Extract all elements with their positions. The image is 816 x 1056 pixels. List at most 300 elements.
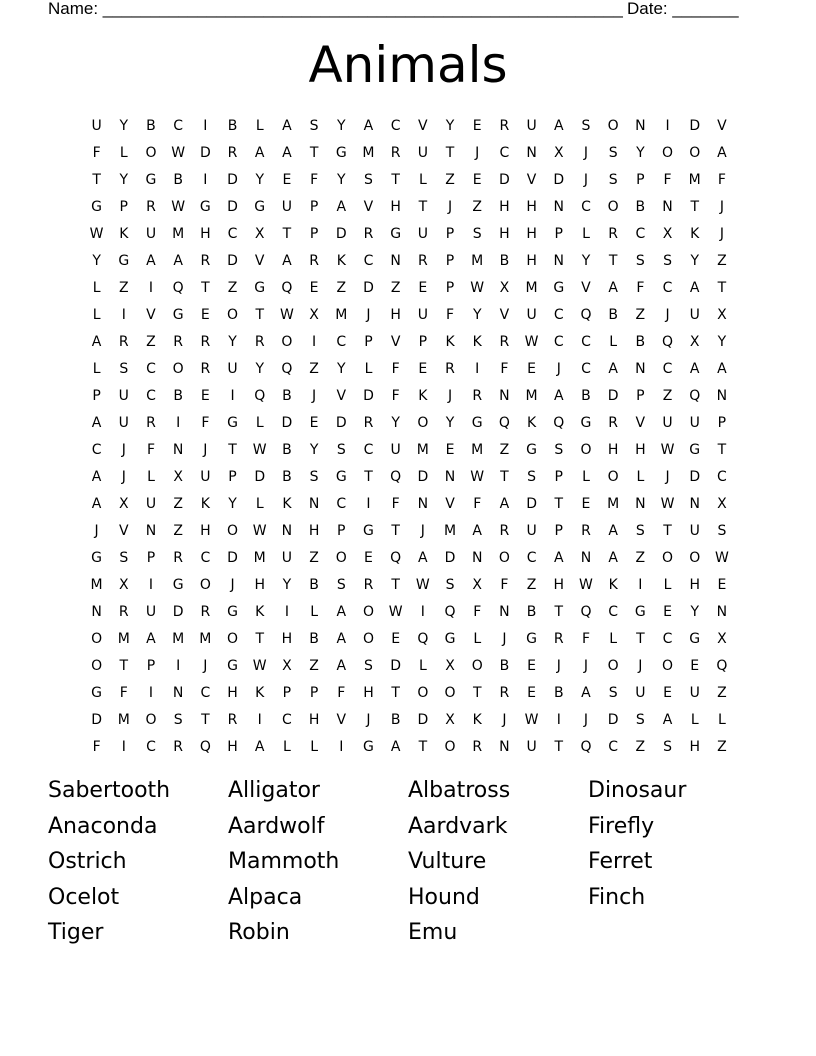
grid-letter: U <box>118 387 129 404</box>
grid-letter: D <box>227 549 238 566</box>
grid-letter: L <box>718 711 726 728</box>
grid-letter: O <box>662 657 674 674</box>
grid-letter: J <box>719 225 724 242</box>
grid-letter: U <box>526 738 537 755</box>
word-list-item: Hound <box>408 884 480 910</box>
grid-letter: N <box>145 522 157 539</box>
grid-letter: D <box>91 711 102 728</box>
grid-letter: C <box>662 630 673 647</box>
grid-letter: U <box>635 684 646 701</box>
grid-letter: U <box>145 495 157 512</box>
grid-letter: K <box>282 495 292 512</box>
grid-letter: X <box>717 630 727 647</box>
grid-letter: P <box>636 387 645 404</box>
grid-letter: S <box>309 117 319 134</box>
grid-letter: K <box>255 684 265 701</box>
grid-letter: P <box>146 549 156 566</box>
grid-letter: R <box>173 549 184 566</box>
grid-letter: S <box>635 522 645 539</box>
grid-letter: J <box>94 522 99 539</box>
grid-letter: B <box>608 306 618 323</box>
grid-letter: S <box>309 468 319 485</box>
grid-letter: N <box>308 495 320 512</box>
grid-letter: X <box>553 144 564 161</box>
grid-letter: O <box>281 333 293 350</box>
grid-letter: F <box>446 306 455 323</box>
grid-letter: E <box>309 414 319 431</box>
grid-letter: S <box>663 252 672 269</box>
grid-letter: T <box>472 684 482 701</box>
grid-letter: J <box>556 657 561 674</box>
grid-letter: U <box>200 468 211 485</box>
grid-letter: O <box>91 657 103 674</box>
grid-letter: Y <box>119 117 129 134</box>
word-list-item: Aardvark <box>408 813 508 839</box>
grid-letter: B <box>309 630 319 647</box>
grid-letter: T <box>282 225 292 242</box>
grid-letter: Y <box>337 360 346 377</box>
grid-letter: R <box>118 333 129 350</box>
grid-letter: D <box>363 279 374 296</box>
grid-letter: J <box>447 387 453 404</box>
grid-letter: U <box>417 225 428 242</box>
grid-letter: Y <box>391 414 400 431</box>
grid-letter: R <box>390 144 401 161</box>
grid-letter: Y <box>636 144 645 161</box>
grid-letter: A <box>336 198 347 215</box>
grid-letter: Q <box>172 279 184 296</box>
grid-letter: H <box>499 198 510 215</box>
grid-letter: W <box>252 657 267 674</box>
grid-letter: N <box>417 495 429 512</box>
grid-letter: R <box>608 414 619 431</box>
grid-letter: O <box>91 630 103 647</box>
grid-letter: G <box>526 630 538 647</box>
grid-letter: E <box>472 171 482 188</box>
grid-letter: G <box>580 414 592 431</box>
grid-letter: J <box>665 468 670 485</box>
grid-letter: P <box>309 225 319 242</box>
grid-letter: H <box>363 684 374 701</box>
grid-letter: L <box>255 117 264 134</box>
grid-letter: N <box>553 252 565 269</box>
grid-letter: T <box>445 144 455 161</box>
grid-letter: T <box>418 738 428 755</box>
grid-letter: L <box>609 630 618 647</box>
grid-letter: B <box>173 387 183 404</box>
grid-letter: T <box>391 171 400 188</box>
grid-letter: I <box>121 306 126 323</box>
grid-letter: D <box>417 468 429 485</box>
grid-letter: Z <box>336 279 347 296</box>
grid-letter: O <box>689 144 701 161</box>
word-list-item: Firefly <box>588 813 655 839</box>
grid-letter: L <box>255 495 264 512</box>
grid-letter: B <box>526 603 537 620</box>
grid-letter: P <box>636 171 645 188</box>
grid-row <box>83 355 737 382</box>
grid-letter: R <box>118 603 129 620</box>
grid-letter: S <box>445 576 455 593</box>
grid-letter: N <box>526 144 537 161</box>
grid-letter: G <box>199 198 211 215</box>
grid-letter: A <box>91 495 102 512</box>
grid-letter: J <box>583 657 589 674</box>
grid-letter: I <box>366 495 371 512</box>
grid-letter: X <box>472 576 483 593</box>
grid-letter: R <box>417 252 428 269</box>
grid-letter: E <box>527 360 537 377</box>
grid-letter: K <box>690 225 700 242</box>
grid-letter: H <box>689 738 700 755</box>
grid-letter: S <box>336 576 346 593</box>
grid-letter: U <box>390 441 401 458</box>
grid-letter: D <box>281 414 293 431</box>
grid-letter: A <box>553 549 564 566</box>
grid-letter: O <box>227 630 239 647</box>
grid-letter: Z <box>173 522 183 539</box>
grid-letter: O <box>335 549 347 566</box>
grid-row <box>83 220 737 247</box>
grid-letter: F <box>500 360 509 377</box>
grid-letter: I <box>121 738 126 755</box>
grid-letter: C <box>227 225 238 242</box>
grid-letter: O <box>417 684 429 701</box>
grid-letter: Y <box>445 414 455 431</box>
grid-letter: I <box>312 333 317 350</box>
grid-letter: L <box>147 468 155 485</box>
grid-letter: T <box>690 198 699 215</box>
grid-letter: J <box>583 711 589 728</box>
grid-letter: B <box>635 198 646 215</box>
grid-letter: Z <box>309 360 319 377</box>
grid-letter: H <box>553 576 565 593</box>
grid-letter: W <box>660 441 675 458</box>
word-list-item: Emu <box>408 920 458 945</box>
grid-row <box>83 571 737 598</box>
grid-letter: W <box>279 306 294 323</box>
grid-letter: J <box>447 198 453 215</box>
grid-row <box>83 544 737 571</box>
grid-letter: B <box>581 387 591 404</box>
grid-letter: U <box>526 306 537 323</box>
grid-letter: S <box>554 441 564 458</box>
grid-letter: V <box>418 117 428 134</box>
grid-letter: N <box>444 468 456 485</box>
grid-letter: M <box>416 441 429 458</box>
grid-letter: J <box>502 630 507 647</box>
grid-letter: N <box>91 603 102 620</box>
grid-letter: B <box>499 657 510 674</box>
grid-letter: M <box>172 225 185 242</box>
grid-letter: N <box>499 738 510 755</box>
grid-letter: O <box>471 657 483 674</box>
grid-letter: J <box>121 441 126 458</box>
grid-letter: K <box>255 603 265 620</box>
grid-letter: Z <box>635 306 646 323</box>
grid-row <box>83 490 737 517</box>
word-list-item: Ferret <box>588 849 653 874</box>
grid-letter: C <box>336 333 347 350</box>
grid-letter: P <box>554 522 563 539</box>
grid-letter: Y <box>337 171 346 188</box>
grid-letter: L <box>663 576 672 593</box>
grid-letter: Z <box>118 279 129 296</box>
grid-letter: L <box>582 468 590 485</box>
grid-letter: J <box>502 711 507 728</box>
word-list-item: Finch <box>588 884 646 910</box>
grid-letter: D <box>689 117 701 134</box>
grid-letter: O <box>662 549 674 566</box>
grid-letter: E <box>418 360 428 377</box>
grid-letter: F <box>310 171 319 188</box>
grid-letter: A <box>363 117 374 134</box>
grid-letter: Z <box>635 549 646 566</box>
grid-letter: J <box>203 441 208 458</box>
grid-letter: T <box>636 630 645 647</box>
grid-letter: K <box>418 387 428 404</box>
grid-letter: O <box>607 198 619 215</box>
grid-letter: M <box>525 279 538 296</box>
grid-letter: A <box>553 117 564 134</box>
grid-letter: D <box>335 225 347 242</box>
grid-letter: O <box>145 711 157 728</box>
grid-letter: N <box>689 495 700 512</box>
grid-letter: L <box>92 279 101 296</box>
grid-letter: R <box>200 603 211 620</box>
grid-letter: Y <box>92 252 101 269</box>
grid-letter: V <box>118 522 129 539</box>
grid-letter: J <box>420 522 425 539</box>
grid-letter: Z <box>717 684 727 701</box>
grid-letter: E <box>309 279 319 296</box>
grid-row <box>83 328 737 355</box>
grid-letter: M <box>199 630 212 647</box>
grid-letter: E <box>527 657 537 674</box>
grid-letter: D <box>499 171 510 188</box>
grid-letter: S <box>608 171 618 188</box>
grid-letter: V <box>363 198 374 215</box>
grid-letter: L <box>310 738 318 755</box>
grid-letter: H <box>635 441 646 458</box>
grid-letter: M <box>172 630 185 647</box>
grid-letter: Z <box>635 738 646 755</box>
grid-letter: T <box>391 522 400 539</box>
grid-letter: T <box>228 441 237 458</box>
grid-letter: D <box>526 495 537 512</box>
grid-letter: X <box>689 333 700 350</box>
grid-letter: J <box>366 711 371 728</box>
grid-letter: L <box>636 468 645 485</box>
grid-letter: P <box>554 225 563 242</box>
grid-letter: B <box>282 468 292 485</box>
grid-letter: G <box>91 549 103 566</box>
grid-letter: S <box>663 738 672 755</box>
grid-letter: I <box>230 387 235 404</box>
grid-row <box>83 733 737 760</box>
grid-letter: C <box>635 225 646 242</box>
grid-letter: S <box>635 252 645 269</box>
grid-letter: J <box>583 144 589 161</box>
grid-letter: B <box>146 117 156 134</box>
grid-letter: B <box>282 441 292 458</box>
grid-row <box>83 463 737 490</box>
grid-letter: J <box>121 468 126 485</box>
grid-letter: A <box>717 144 727 161</box>
grid-letter: G <box>172 576 184 593</box>
grid-letter: C <box>173 117 184 134</box>
grid-letter: J <box>556 360 561 377</box>
grid-letter: S <box>173 711 183 728</box>
grid-letter: U <box>662 414 673 431</box>
grid-letter: G <box>689 630 701 647</box>
grid-letter: G <box>118 252 130 269</box>
grid-letter: X <box>499 279 510 296</box>
grid-letter: P <box>337 522 346 539</box>
grid-letter: Q <box>716 657 728 674</box>
grid-letter: C <box>282 711 292 728</box>
word-list-item: Robin <box>228 920 290 945</box>
grid-letter: A <box>608 279 618 296</box>
grid-letter: K <box>445 333 455 350</box>
grid-letter: P <box>717 414 727 431</box>
grid-letter: W <box>252 441 267 458</box>
grid-letter: I <box>556 711 561 728</box>
grid-letter: G <box>363 738 374 755</box>
grid-letter: J <box>638 657 643 674</box>
grid-row <box>83 598 737 625</box>
grid-letter: U <box>145 225 157 242</box>
grid-letter: H <box>227 684 238 701</box>
grid-row <box>83 436 737 463</box>
grid-letter: V <box>445 495 455 512</box>
grid-letter: R <box>200 360 211 377</box>
grid-letter: O <box>417 414 429 431</box>
grid-letter: V <box>581 279 591 296</box>
grid-letter: A <box>91 468 102 485</box>
grid-letter: O <box>607 117 619 134</box>
grid-letter: D <box>607 711 619 728</box>
grid-letter: O <box>362 603 374 620</box>
word-list <box>48 778 788 956</box>
grid-letter: F <box>391 387 400 404</box>
grid-letter: A <box>254 738 265 755</box>
grid-letter: X <box>118 576 129 593</box>
grid-letter: E <box>663 603 672 620</box>
grid-letter: L <box>609 333 618 350</box>
grid-row <box>83 247 737 274</box>
grid-letter: R <box>499 333 510 350</box>
grid-letter: X <box>118 495 129 512</box>
grid-letter: B <box>553 684 564 701</box>
grid-letter: A <box>146 252 156 269</box>
grid-letter: Q <box>390 468 402 485</box>
grid-letter: N <box>662 198 673 215</box>
grid-letter: S <box>364 171 373 188</box>
grid-letter: C <box>200 684 211 701</box>
grid-letter: A <box>91 333 102 350</box>
grid-letter: D <box>689 468 701 485</box>
grid-letter: L <box>255 414 264 431</box>
grid-letter: N <box>635 117 646 134</box>
grid-letter: T <box>201 279 210 296</box>
grid-letter: D <box>199 144 211 161</box>
word-list-item: Alpaca <box>228 884 303 910</box>
grid-letter: X <box>282 657 292 674</box>
grid-letter: H <box>254 576 265 593</box>
grid-letter: Y <box>445 117 455 134</box>
grid-letter: H <box>390 198 401 215</box>
grid-letter: Q <box>580 603 592 620</box>
grid-letter: I <box>420 603 425 620</box>
grid-letter: G <box>227 657 238 674</box>
grid-letter: Z <box>717 252 727 269</box>
grid-letter: W <box>524 711 539 728</box>
grid-row <box>83 625 737 652</box>
grid-letter: A <box>254 144 265 161</box>
grid-letter: Q <box>254 387 266 404</box>
grid-row <box>83 517 737 544</box>
grid-letter: U <box>227 360 238 377</box>
grid-row <box>83 652 737 679</box>
grid-letter: F <box>473 495 482 512</box>
grid-letter: E <box>581 495 591 512</box>
grid-letter: U <box>281 198 293 215</box>
grid-letter: W <box>252 522 267 539</box>
grid-letter: Z <box>472 198 483 215</box>
word-list-item: Ocelot <box>48 884 120 910</box>
grid-letter: K <box>472 333 482 350</box>
grid-letter: R <box>445 360 455 377</box>
grid-letter: J <box>366 306 371 323</box>
grid-letter: A <box>472 522 482 539</box>
grid-letter: H <box>689 576 700 593</box>
grid-letter: N <box>716 387 728 404</box>
grid-letter: X <box>662 225 673 242</box>
grid-letter: S <box>527 468 537 485</box>
grid-letter: U <box>526 522 537 539</box>
grid-letter: E <box>472 117 482 134</box>
grid-letter: M <box>90 576 103 593</box>
grid-letter: A <box>553 387 564 404</box>
grid-letter: Y <box>119 171 129 188</box>
grid-letter: L <box>92 306 101 323</box>
grid-letter: O <box>607 468 619 485</box>
grid-letter: W <box>470 468 485 485</box>
grid-letter: B <box>390 711 401 728</box>
grid-letter: F <box>636 279 645 296</box>
grid-letter: F <box>119 684 128 701</box>
grid-letter: H <box>308 522 320 539</box>
grid-letter: D <box>363 387 374 404</box>
grid-letter: K <box>200 495 210 512</box>
grid-letter: N <box>499 603 510 620</box>
grid-letter: C <box>526 549 537 566</box>
grid-letter: A <box>336 603 347 620</box>
grid-letter: V <box>526 171 537 188</box>
grid-letter: O <box>607 657 619 674</box>
grid-letter: G <box>227 414 238 431</box>
grid-letter: P <box>445 225 455 242</box>
grid-letter: N <box>172 684 184 701</box>
grid-letter: S <box>119 549 129 566</box>
grid-letter: D <box>254 468 266 485</box>
grid-letter: A <box>689 360 700 377</box>
grid-letter: S <box>581 117 591 134</box>
grid-letter: M <box>362 144 375 161</box>
grid-letter: A <box>608 522 618 539</box>
grid-letter: Q <box>390 549 402 566</box>
